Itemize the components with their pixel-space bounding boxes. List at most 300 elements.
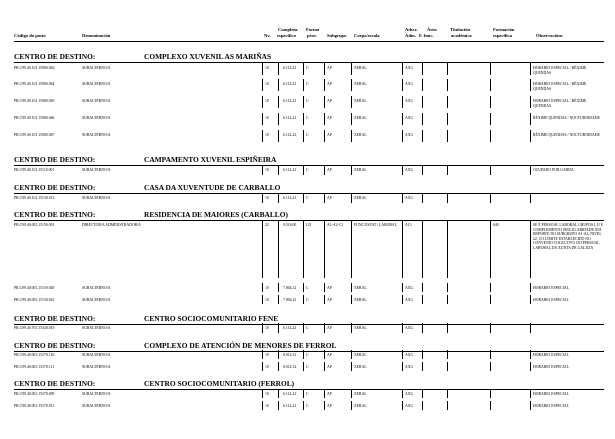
column-rule xyxy=(490,79,491,91)
header-denominacion: Denominación xyxy=(82,33,111,38)
row-complem: 8.014,12 xyxy=(283,365,297,369)
header-rule xyxy=(14,41,604,42)
row-complem: 6.114,22 xyxy=(283,66,297,70)
column-rule xyxy=(278,193,279,203)
column-rule xyxy=(402,79,403,91)
row-forma: C xyxy=(306,298,309,302)
row-complem: 6.114,22 xyxy=(283,168,297,172)
column-rule xyxy=(351,389,352,398)
column-rule xyxy=(402,63,403,75)
column-rule xyxy=(351,295,352,304)
column-rule xyxy=(278,323,279,333)
header-complem-top: Complem. xyxy=(278,27,299,32)
column-rule xyxy=(278,295,279,304)
column-rule xyxy=(324,362,325,371)
section-label: CENTRO DE DESTINO: xyxy=(14,52,96,61)
row-nivel: 10 xyxy=(265,196,269,200)
column-rule xyxy=(324,96,325,108)
row-observacions: OCUPADO POR GARDA xyxy=(533,168,574,172)
column-rule xyxy=(447,79,448,91)
section-heading xyxy=(14,210,288,219)
row-subgrupo: AP xyxy=(327,353,332,357)
row-corpo: XERAL xyxy=(354,133,367,137)
section-heading xyxy=(14,155,277,164)
column-rule xyxy=(278,220,279,278)
column-rule xyxy=(490,401,491,410)
section-label: CENTRO DE DESTINO: xyxy=(14,183,96,192)
row-subgrupo: AP xyxy=(327,298,332,302)
column-rule xyxy=(303,165,304,175)
row-subgrupo: AP xyxy=(327,66,332,70)
row-denominacion: SUBALTERNO/A xyxy=(82,353,111,357)
row-adscr: AXG xyxy=(405,133,414,137)
row-denominacion: SUBALTERNO/A xyxy=(82,392,111,396)
column-rule xyxy=(530,220,531,278)
row-code: PR.C99.40.101.15110.001 xyxy=(14,168,55,172)
row-nivel: 10 xyxy=(265,326,269,330)
column-rule xyxy=(324,193,325,203)
row-forma: C xyxy=(306,82,309,86)
row-subgrupo: AP xyxy=(327,404,332,408)
column-rule xyxy=(351,165,352,175)
row-observacions: RÉXIME QUENDAS / NOCTURNIDADE xyxy=(533,116,600,120)
column-rule xyxy=(324,401,325,410)
column-rule xyxy=(324,165,325,175)
row-adscr: AXG xyxy=(405,99,414,103)
row-corpo: XERAL xyxy=(354,353,367,357)
column-rule xyxy=(402,362,403,371)
column-rule xyxy=(402,389,403,398)
column-rule xyxy=(447,130,448,142)
column-rule xyxy=(303,401,304,410)
column-rule xyxy=(303,323,304,333)
row-forma: C xyxy=(306,353,309,357)
row-denominacion: SUBALTERNO/A xyxy=(82,196,111,200)
column-rule xyxy=(422,220,423,278)
column-rule xyxy=(530,79,531,91)
column-rule xyxy=(422,323,423,333)
column-rule xyxy=(303,295,304,304)
row-denominacion: SUBALTERNO/A xyxy=(82,365,111,369)
header-area-top: Área xyxy=(427,27,437,32)
column-rule xyxy=(530,283,531,292)
column-rule xyxy=(447,113,448,125)
row-forma: C xyxy=(306,99,309,103)
column-rule xyxy=(490,165,491,175)
row-code: PR.C99.40.101.15080.064 xyxy=(14,82,55,86)
column-rule xyxy=(422,96,423,108)
row-denominacion: SUBALTERNO/A xyxy=(82,66,111,70)
row-adscr: A13 xyxy=(405,223,412,227)
column-rule xyxy=(402,193,403,203)
column-rule xyxy=(490,96,491,108)
column-rule xyxy=(351,130,352,142)
row-nivel: 22 xyxy=(265,223,269,227)
column-rule xyxy=(351,283,352,292)
column-rule xyxy=(422,362,423,371)
section-name: CAMPAMENTO XUVENIL ESPIÑEIRA xyxy=(144,155,277,164)
column-rule xyxy=(402,220,403,278)
row-forma: C xyxy=(306,168,309,172)
column-rule xyxy=(324,79,325,91)
row-nivel: 10 xyxy=(265,116,269,120)
column-rule xyxy=(530,362,531,371)
column-rule xyxy=(278,401,279,410)
row-adscr: AXG xyxy=(405,116,414,120)
row-denominacion: SUBALTERNO/A xyxy=(82,404,111,408)
row-complem: 8.014,12 xyxy=(283,353,297,357)
row-subgrupo: AP xyxy=(327,133,332,137)
column-rule xyxy=(490,113,491,125)
row-denominacion: SUBALTERNO/A xyxy=(82,298,111,302)
row-observacions: HORARIO ESPECIAL xyxy=(533,365,569,369)
row-forma: C xyxy=(306,196,309,200)
header-formacion-top: Formación xyxy=(493,27,515,32)
row-code: PR.C99.40.001.15370.111 xyxy=(14,365,55,369)
column-rule xyxy=(490,220,491,278)
header-observacions: Observacións xyxy=(536,33,563,38)
column-rule xyxy=(490,130,491,142)
row-nivel: 10 xyxy=(265,404,269,408)
column-rule xyxy=(422,79,423,91)
column-rule xyxy=(262,350,263,359)
row-observacions: HORARIO ESPECIAL xyxy=(533,353,569,357)
column-rule xyxy=(422,63,423,75)
row-subgrupo: AP xyxy=(327,392,332,396)
row-corpo: XERAL xyxy=(354,196,367,200)
row-observacions: HORARIO ESPECIAL xyxy=(533,404,569,408)
column-rule xyxy=(402,350,403,359)
row-adscr: AXG xyxy=(405,286,414,290)
column-rule xyxy=(324,130,325,142)
row-nivel: 10 xyxy=(265,286,269,290)
row-corpo: XERAL xyxy=(354,392,367,396)
section-rule xyxy=(14,389,604,390)
column-rule xyxy=(351,79,352,91)
row-corpo: XERAL xyxy=(354,116,367,120)
column-rule xyxy=(447,96,448,108)
row-complem: 6.114,22 xyxy=(283,196,297,200)
column-rule xyxy=(351,220,352,278)
row-complem: 7.804,12 xyxy=(283,298,297,302)
column-rule xyxy=(324,283,325,292)
column-rule xyxy=(278,165,279,175)
row-nivel: 10 xyxy=(265,365,269,369)
row-complem: 9.516,00 xyxy=(283,223,297,227)
row-observacions: HORARIO ESPECIAL / RÉXIME QUENDAS xyxy=(533,99,587,108)
column-rule xyxy=(351,96,352,108)
row-forma: C xyxy=(306,365,309,369)
section-rule xyxy=(14,324,604,325)
header-formacion-bottom: específica xyxy=(493,33,512,38)
section-heading xyxy=(14,314,279,323)
column-rule xyxy=(530,130,531,142)
column-rule xyxy=(402,165,403,175)
column-rule xyxy=(262,79,263,91)
header-complem-bottom: específico xyxy=(277,33,296,38)
row-subgrupo: A1-A2-C1 xyxy=(327,223,344,227)
column-rule xyxy=(278,389,279,398)
row-subgrupo: AP xyxy=(327,326,332,330)
column-rule xyxy=(530,350,531,359)
column-rule xyxy=(351,350,352,359)
row-corpo: FUNC.ESTAT / LABORAL xyxy=(354,223,397,227)
column-rule xyxy=(447,323,448,333)
section-name: CENTRO SOCIOCOMUNITARIO (FERROL) xyxy=(144,379,295,388)
row-observacions: SE É PERSOAL LABORAL GRUPOS I, II E COMPLEMENTO SINGULARIDADE ATA IMPORTE DO SUBGRUPO A1-A2, NIVEL 22, CO LÍMITE ESTABLECIDO NO CONVENIO COLECTIVO DO PERSOAL LABORAL DA XUNTA DE GALICIA xyxy=(533,223,603,250)
column-rule xyxy=(530,193,531,203)
column-rule xyxy=(262,389,263,398)
column-rule xyxy=(303,350,304,359)
column-rule xyxy=(422,350,423,359)
column-rule xyxy=(303,362,304,371)
column-rule xyxy=(447,283,448,292)
column-rule xyxy=(278,79,279,91)
column-rule xyxy=(262,295,263,304)
row-code: PR.C99.40.001.15370.011 xyxy=(14,404,55,408)
column-rule xyxy=(490,193,491,203)
row-observacions: HORARIO ESPECIAL xyxy=(533,286,569,290)
row-corpo: XERAL xyxy=(354,66,367,70)
column-rule xyxy=(402,401,403,410)
row-nivel: 10 xyxy=(265,353,269,357)
row-code: PR.C99.40.701.15340.019 xyxy=(14,326,55,330)
row-corpo: XERAL xyxy=(354,286,367,290)
row-observacions: RÉXIME QUENDAS / NOCTURNIDADE xyxy=(533,133,600,137)
column-rule xyxy=(422,193,423,203)
column-rule xyxy=(530,63,531,75)
row-corpo: XERAL xyxy=(354,365,367,369)
row-nivel: 10 xyxy=(265,168,269,172)
column-rule xyxy=(262,63,263,75)
row-code: PR.C99.40.001.15370.009 xyxy=(14,392,55,396)
header-forma-top: Forma xyxy=(306,27,320,32)
row-denominacion: SUBALTERNO/A xyxy=(82,286,111,290)
row-denominacion: SUBALTERNO/A xyxy=(82,99,111,103)
column-rule xyxy=(303,79,304,91)
column-rule xyxy=(351,193,352,203)
column-rule xyxy=(262,401,263,410)
section-label: CENTRO DE DESTINO: xyxy=(14,210,96,219)
column-rule xyxy=(303,130,304,142)
row-corpo: XERAL xyxy=(354,168,367,172)
row-subgrupo: AP xyxy=(327,116,332,120)
row-nivel: 10 xyxy=(265,82,269,86)
row-subgrupo: AP xyxy=(327,82,332,86)
header-titulacion-bottom: académica xyxy=(451,33,472,38)
row-adscr: AXG xyxy=(405,66,414,70)
row-adscr: AXG xyxy=(405,392,414,396)
row-adscr: AXG xyxy=(405,365,414,369)
row-corpo: XERAL xyxy=(354,99,367,103)
row-forma: C xyxy=(306,392,309,396)
column-rule xyxy=(422,295,423,304)
column-rule xyxy=(278,283,279,292)
column-rule xyxy=(262,96,263,108)
column-rule xyxy=(278,362,279,371)
column-rule xyxy=(530,323,531,333)
row-adscr: AXG xyxy=(405,326,414,330)
column-rule xyxy=(490,295,491,304)
column-rule xyxy=(422,389,423,398)
row-subgrupo: AP xyxy=(327,365,332,369)
column-rule xyxy=(262,113,263,125)
column-rule xyxy=(351,323,352,333)
row-observacions: HORARIO ESPECIAL xyxy=(533,392,569,396)
section-heading xyxy=(14,52,272,61)
column-rule xyxy=(530,165,531,175)
column-rule xyxy=(324,350,325,359)
section-name: RESIDENCIA DE MAIORES (CARBALLO) xyxy=(144,210,288,219)
row-complem: 6.114,22 xyxy=(283,82,297,86)
header-forma-bottom: prov. xyxy=(307,33,317,38)
column-rule xyxy=(402,295,403,304)
row-nivel: 10 xyxy=(265,133,269,137)
column-rule xyxy=(490,323,491,333)
row-code: PR.C99.40.001.15370.110 xyxy=(14,353,55,357)
section-rule xyxy=(14,193,604,194)
column-rule xyxy=(447,193,448,203)
row-adscr: AXG xyxy=(405,82,414,86)
row-forma: LD xyxy=(306,223,312,227)
column-rule xyxy=(490,283,491,292)
column-rule xyxy=(278,350,279,359)
row-code: PR.C99.40.001.15150.041 xyxy=(14,298,55,302)
column-rule xyxy=(447,220,448,278)
header-nivel: Nv. xyxy=(264,33,271,38)
section-heading xyxy=(14,341,337,350)
column-rule xyxy=(303,193,304,203)
column-rule xyxy=(303,283,304,292)
row-code: PR.C99.40.101.15080.065 xyxy=(14,99,55,103)
section-label: CENTRO DE DESTINO: xyxy=(14,314,96,323)
column-rule xyxy=(324,389,325,398)
row-code: PR.C99.40.001.15150.001 xyxy=(14,223,55,227)
row-denominacion: SUBALTERNO/A xyxy=(82,82,111,86)
row-nivel: 10 xyxy=(265,392,269,396)
column-rule xyxy=(262,362,263,371)
column-rule xyxy=(324,63,325,75)
row-forma: C xyxy=(306,404,309,408)
row-forma: C xyxy=(306,133,309,137)
column-rule xyxy=(447,295,448,304)
section-label: CENTRO DE DESTINO: xyxy=(14,379,96,388)
column-rule xyxy=(447,362,448,371)
section-name: COMPLEXO XUVENIL AS MARIÑAS xyxy=(144,52,272,61)
column-rule xyxy=(490,63,491,75)
row-corpo: XERAL xyxy=(354,298,367,302)
row-denominacion: DIRECTOR/A ADMINISTRADOR/A xyxy=(82,223,141,227)
row-code: PR.C99.40.101.15080.062 xyxy=(14,66,55,70)
row-denominacion: SUBALTERNO/A xyxy=(82,116,111,120)
column-rule xyxy=(324,113,325,125)
column-rule xyxy=(422,165,423,175)
column-rule xyxy=(530,295,531,304)
section-rule xyxy=(14,351,604,352)
row-nivel: 10 xyxy=(265,298,269,302)
section-name: CENTRO SOCIOCOMUNITARIO FENE xyxy=(144,314,279,323)
section-heading xyxy=(14,183,281,192)
column-rule xyxy=(278,96,279,108)
row-adscr: AXG xyxy=(405,168,414,172)
column-rule xyxy=(303,113,304,125)
row-corpo: XERAL xyxy=(354,404,367,408)
column-rule xyxy=(490,389,491,398)
column-rule xyxy=(262,130,263,142)
row-code: PR.C99.40.101.15080.067 xyxy=(14,133,55,137)
column-rule xyxy=(351,401,352,410)
column-rule xyxy=(351,113,352,125)
column-rule xyxy=(262,283,263,292)
row-adscr: AXG xyxy=(405,298,414,302)
column-rule xyxy=(324,295,325,304)
header-codigo: Código do posto xyxy=(14,33,46,38)
row-subgrupo: AP xyxy=(327,168,332,172)
row-complem: 6.114,22 xyxy=(283,404,297,408)
row-complem: 6.114,22 xyxy=(283,392,297,396)
column-rule xyxy=(422,283,423,292)
row-adscr: AXG xyxy=(405,404,414,408)
column-rule xyxy=(303,96,304,108)
section-heading xyxy=(14,379,295,388)
row-subgrupo: AP xyxy=(327,286,332,290)
section-name: CASA DA XUVENTUDE DE CARBALLO xyxy=(144,183,281,192)
row-nivel: 10 xyxy=(265,99,269,103)
column-rule xyxy=(262,193,263,203)
column-rule xyxy=(402,130,403,142)
column-rule xyxy=(278,113,279,125)
row-complem: 7.804,12 xyxy=(283,286,297,290)
row-observacions: HORARIO ESPECIAL / RÉXIME QUENDAS xyxy=(533,82,587,91)
column-rule xyxy=(262,323,263,333)
column-rule xyxy=(530,389,531,398)
row-complem: 6.114,22 xyxy=(283,99,297,103)
section-rule xyxy=(14,165,604,166)
row-subgrupo: AP xyxy=(327,99,332,103)
row-subgrupo: AP xyxy=(327,196,332,200)
row-code: PR.C99.40.101.15150.012 xyxy=(14,196,55,200)
column-rule xyxy=(303,220,304,278)
column-rule xyxy=(402,323,403,333)
row-complem: 6.114,22 xyxy=(283,326,297,330)
header-adscr-bottom: Adm. xyxy=(405,33,416,38)
row-code: PR.C99.40.101.15080.066 xyxy=(14,116,55,120)
column-rule xyxy=(530,96,531,108)
column-rule xyxy=(490,362,491,371)
column-rule xyxy=(490,350,491,359)
column-rule xyxy=(402,283,403,292)
row-adscr: AXG xyxy=(405,196,414,200)
column-rule xyxy=(447,350,448,359)
section-label: CENTRO DE DESTINO: xyxy=(14,155,96,164)
row-complem: 6.114,22 xyxy=(283,133,297,137)
header-area-bottom: F. func. xyxy=(419,33,434,38)
column-rule xyxy=(422,113,423,125)
column-rule xyxy=(447,401,448,410)
row-denominacion: SUBALTERNO/A xyxy=(82,168,111,172)
column-rule xyxy=(324,323,325,333)
row-corpo: XERAL xyxy=(354,82,367,86)
row-forma: C xyxy=(306,326,309,330)
column-rule xyxy=(447,389,448,398)
column-rule xyxy=(351,63,352,75)
column-rule xyxy=(422,130,423,142)
column-rule xyxy=(530,401,531,410)
row-forma: C xyxy=(306,286,309,290)
row-formacion: 640 xyxy=(493,223,499,227)
column-rule xyxy=(351,362,352,371)
column-rule xyxy=(530,113,531,125)
